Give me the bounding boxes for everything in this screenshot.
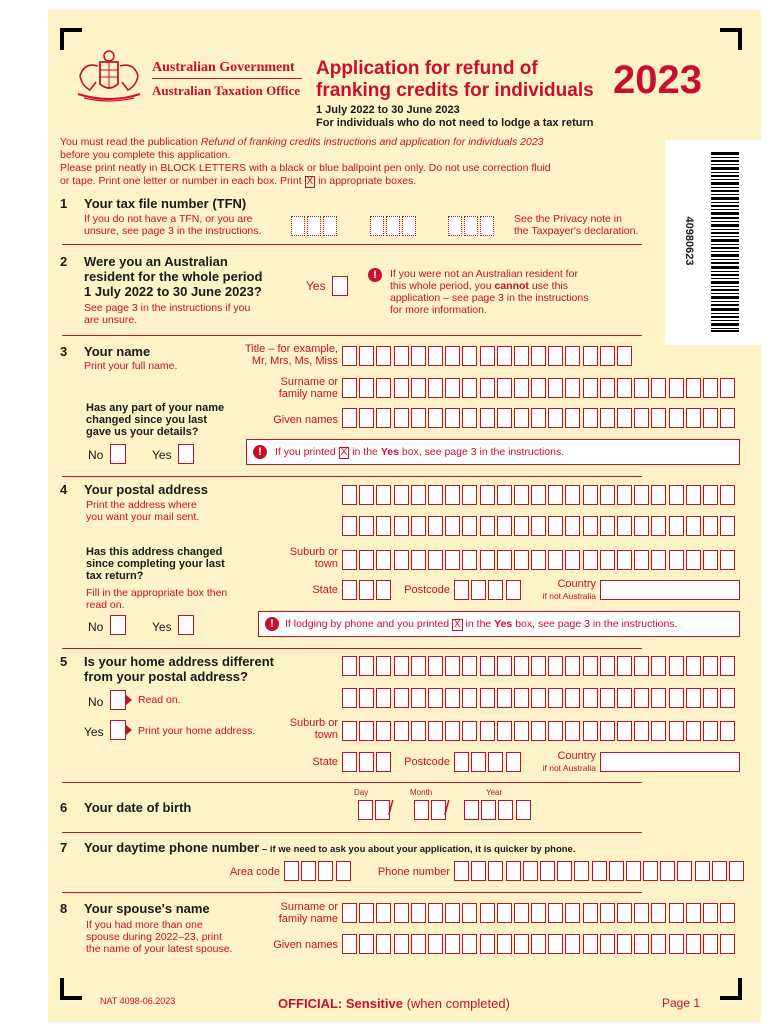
q4-yes-label: Yes — [152, 620, 172, 634]
alert-icon: ! — [368, 268, 382, 282]
alert-icon: ! — [265, 617, 279, 631]
home-address-line1[interactable] — [342, 656, 737, 676]
given-names-label: Given names — [273, 414, 338, 426]
tfn-group-1[interactable] — [291, 216, 339, 236]
q3-info-text: If you printed X in the Yes box, see page 3 in the instructions. — [275, 446, 565, 458]
q5-read-on: Read on. — [138, 694, 181, 706]
home-postcode-boxes[interactable] — [454, 752, 523, 772]
q5-no-label: No — [88, 695, 104, 709]
divider — [62, 892, 642, 893]
q4-info-text: If lodging by phone and you printed X in the Yes box, see page 3 in the instructions. — [285, 618, 678, 630]
q8-hint: If you had more than one spouse during 2022–23, print the name of your latest spouse. — [86, 919, 233, 955]
postal-address-line1[interactable] — [342, 485, 737, 505]
home-country-input[interactable] — [600, 752, 740, 772]
country-input[interactable] — [600, 580, 740, 600]
spouse-given-label: Given names — [273, 939, 338, 951]
postal-address-line2[interactable] — [342, 516, 737, 536]
dob-year-boxes[interactable] — [464, 800, 533, 820]
q5-number: 5 — [60, 654, 68, 669]
spouse-given-boxes[interactable] — [342, 934, 737, 954]
phone-number-boxes[interactable] — [454, 861, 746, 881]
page-number: Page 1 — [662, 996, 701, 1010]
date-slash: / — [444, 798, 450, 820]
q4-title: Your postal address — [84, 482, 209, 497]
area-code-boxes[interactable] — [284, 861, 353, 881]
q2-number: 2 — [60, 254, 68, 269]
q6-number: 6 — [60, 800, 68, 815]
nat-code: NAT 4098-06.2023 — [100, 996, 176, 1006]
q5-no-checkbox[interactable] — [110, 690, 126, 710]
divider — [62, 244, 642, 245]
q2-title: Were you an Australian resident for the whole period 1 July 2022 to 30 June 2023? — [84, 254, 263, 299]
country-label: Country if not Australia — [542, 578, 596, 601]
q1-title: Your tax file number (TFN) — [84, 196, 247, 211]
year-label: Year — [486, 788, 503, 797]
barcode-icon — [711, 152, 739, 332]
ato-name: Australian Taxation Office — [152, 83, 301, 98]
title-label: Title – for example, Mr, Mrs, Ms, Miss — [244, 343, 338, 367]
spouse-surname-boxes[interactable] — [342, 903, 737, 923]
q3-yes-checkbox[interactable] — [178, 444, 194, 464]
home-suburb-boxes[interactable] — [342, 721, 737, 741]
q1-hint: If you do not have a TFN, or you are unsure, see page 3 in the instructions. — [84, 213, 262, 237]
home-address-line2[interactable] — [342, 688, 737, 708]
area-code-label: Area code — [229, 866, 280, 878]
q4-info-box — [258, 611, 740, 637]
gov-divider — [152, 78, 302, 79]
phone-number-label: Phone number — [377, 866, 450, 878]
q1-privacy-note: See the Privacy note in the Taxpayer's declaration. — [514, 213, 639, 237]
divider — [62, 648, 642, 649]
divider — [62, 476, 642, 477]
form-page — [48, 10, 761, 1022]
address-changed-question: Has this address changed since completing your last tax return? — [86, 546, 225, 582]
q4-number: 4 — [60, 482, 68, 497]
alert-icon: ! — [253, 445, 267, 459]
postcode-label: Postcode — [404, 756, 450, 768]
divider — [62, 832, 642, 833]
surname-label: Surname or family name — [278, 376, 338, 400]
state-label: State — [312, 584, 338, 596]
postcode-boxes[interactable] — [454, 580, 523, 600]
state-label: State — [312, 756, 338, 768]
q3-info-box — [246, 439, 740, 465]
month-label: Month — [410, 788, 433, 797]
gov-name: Australian Government — [152, 60, 295, 75]
divider — [62, 782, 642, 783]
form-subtitle: For individuals who do not need to lodge a tax return — [316, 117, 594, 129]
home-state-boxes[interactable] — [342, 752, 394, 772]
q2-info: If you were not an Australian resident for this whole period, you cannot use this application – see page 3 in the instructions for more information. — [390, 268, 589, 316]
coat-of-arms-icon — [70, 48, 148, 108]
given-names-boxes[interactable] — [342, 408, 737, 428]
q3-yes-label: Yes — [152, 448, 172, 462]
name-changed-question: Has any part of your name changed since you last gave us your details? — [86, 402, 225, 438]
q4-no-label: No — [88, 620, 104, 634]
suburb-label: Suburb or town — [289, 717, 338, 741]
q1-number: 1 — [60, 196, 68, 211]
day-label: Day — [354, 788, 369, 797]
barcode-number: 40980623 — [683, 216, 695, 266]
q4-no-checkbox[interactable] — [110, 615, 126, 635]
q3-title: Your name — [84, 344, 151, 359]
tfn-group-3[interactable] — [448, 216, 496, 236]
surname-boxes[interactable] — [342, 378, 737, 398]
form-title-line2: franking credits for individuals — [316, 80, 594, 101]
q5-yes-checkbox[interactable] — [110, 720, 126, 740]
q5-yes-label: Yes — [84, 725, 104, 739]
country-label: Country if not Australia — [542, 750, 596, 773]
q4-hint: Print the address where you want your mail sent. — [86, 499, 200, 523]
q3-hint: Print your full name. — [84, 360, 178, 372]
q4-yes-checkbox[interactable] — [178, 615, 194, 635]
tfn-group-2[interactable] — [370, 216, 418, 236]
q3-number: 3 — [60, 344, 68, 359]
q2-hint: See page 3 in the instructions if you are unsure. — [84, 302, 251, 326]
barcode-panel — [665, 140, 761, 345]
q5-print-home: Print your home address. — [138, 725, 256, 737]
crop-mark-top-left — [60, 28, 82, 50]
q7-title: Your daytime phone number – if we need to ask you about your application, it is quicker by phone. — [84, 840, 576, 855]
date-slash: / — [388, 798, 394, 820]
crop-mark-bottom-right — [720, 978, 742, 1000]
spouse-surname-label: Surname or family name — [278, 901, 338, 925]
crop-mark-top-right — [720, 28, 742, 50]
q8-number: 8 — [60, 901, 68, 916]
q6-title: Your date of birth — [84, 800, 192, 815]
form-period: 1 July 2022 to 30 June 2023 — [316, 104, 460, 116]
state-boxes[interactable] — [342, 580, 394, 600]
q2-yes-label: Yes — [306, 279, 326, 293]
form-year: 2023 — [613, 58, 702, 102]
form-title-line1: Application for refund of — [316, 58, 538, 79]
crop-mark-bottom-left — [60, 978, 82, 1000]
suburb-label: Suburb or town — [289, 546, 338, 570]
postcode-label: Postcode — [404, 584, 450, 596]
q3-no-label: No — [88, 448, 104, 462]
official-sensitive: OFFICIAL: Sensitive (when completed) — [278, 996, 510, 1011]
divider — [62, 335, 642, 336]
suburb-boxes[interactable] — [342, 550, 737, 570]
q2-yes-checkbox[interactable] — [332, 276, 348, 296]
title-boxes[interactable] — [342, 346, 634, 366]
fill-instruction: Fill in the appropriate box then read on. — [86, 587, 228, 611]
q7-number: 7 — [60, 840, 68, 855]
q8-title: Your spouse's name — [84, 901, 210, 916]
intro-text: You must read the publication Refund of franking credits instructions and application for individuals 2023 before you complete this application. Please print neatly in BLOCK LETTERS with a black or blue ballpoint pen only. Do not use correction fluid or tape. Print one letter or number in each box. Print X in appropriate boxes. — [60, 136, 551, 187]
q3-no-checkbox[interactable] — [110, 444, 126, 464]
q5-title: Is your home address different from your postal address? — [84, 654, 274, 684]
